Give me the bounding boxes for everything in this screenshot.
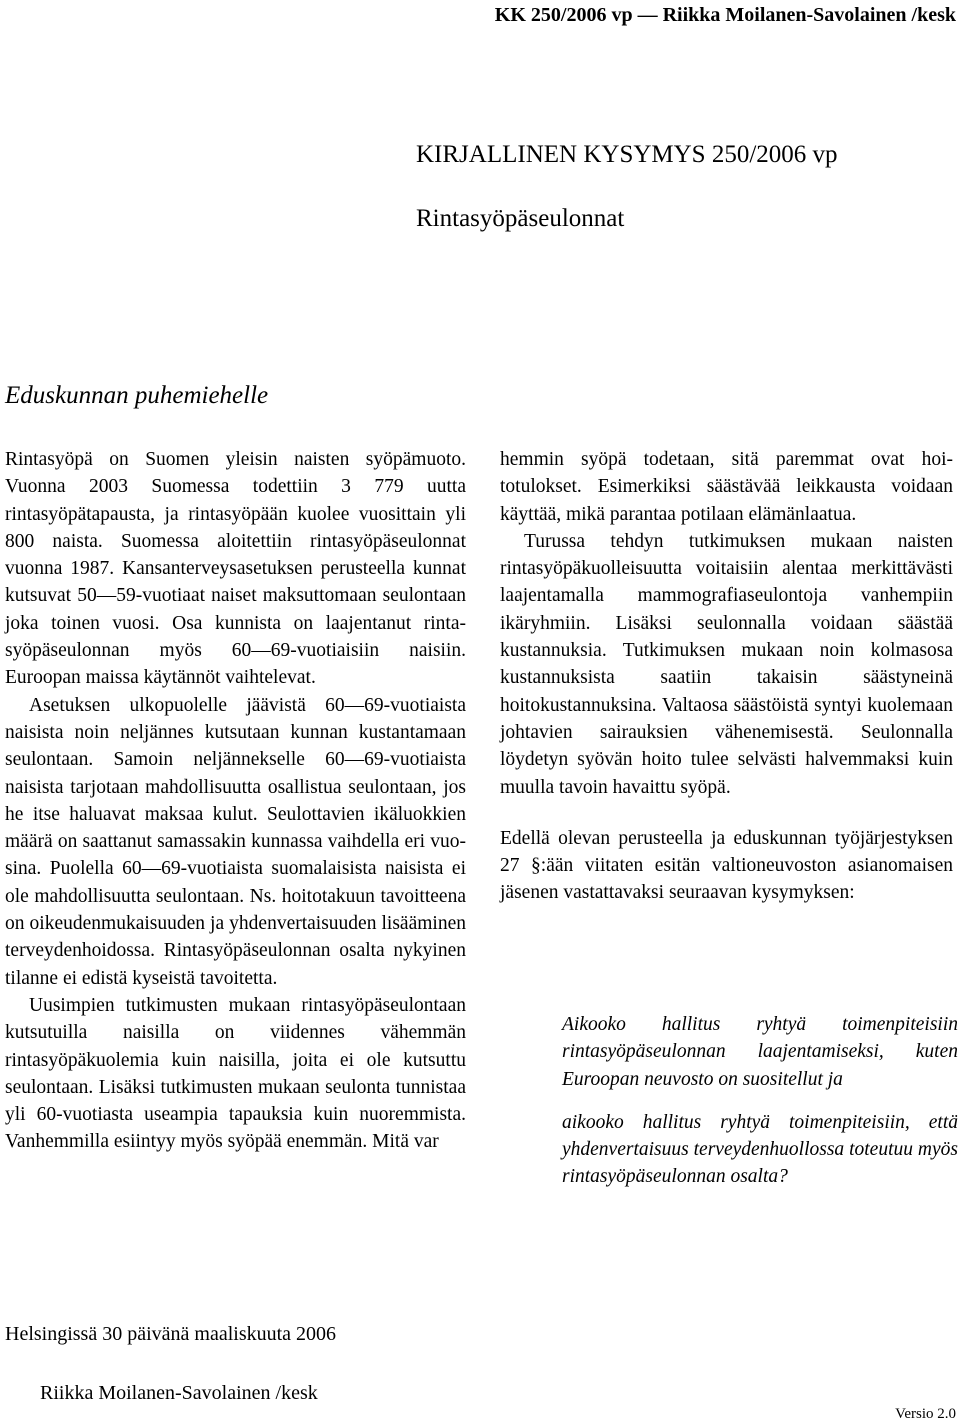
body-paragraph: Rintasyöpä on Suomen yleisin naisten syöpämuoto. Vuonna 2003 Suomessa todettiin 3 779 uutta rintasyöpätapausta, ja rintasyöpään kuolee vuosittain yli 800 naista. Suomessa aloitettiin rintasyöpäseulonnat vuonna 1987. Kansanterveysasetuksen perusteella kunnat kutsuvat 50—59-vuotiaat naiset maksuttomaan seulontaan joka toinen vuosi. Osa kunnista on laajentanut rintasyöpäseulonnan myös 60—69-vuotiaisiin naisiin. Euroopan maissa käytännöt vaihtelevat. <box>5 449 466 689</box>
body-paragraph: Edellä olevan perusteella ja eduskunnan työjärjestyksen 27 §:ään viitaten esitän valtioneuvoston asianomaisen jäsenen vastattavaksi seuraavan kysymyksen: <box>500 827 953 904</box>
right-column <box>500 446 953 907</box>
question: aikooko hallitus ryhtyä toimenpiteisiin, että yhdenvertaisuus terveydenhuollossa toteutuu myös rintasyöpäseulonnan osalta? <box>562 1111 958 1188</box>
addressee: Eduskunnan puhemiehelle <box>5 382 269 409</box>
body-paragraph: hemmin syöpä todetaan, sitä paremmat ovat hoitotulokset. Esimerkiksi säästävää leikkausta voidaan käyttää, mikä parantaa potilaan elämänlaatua. <box>500 449 953 525</box>
document-type-title: KIRJALLINEN KYSYMYS 250/2006 vp <box>416 141 838 168</box>
version-label: Versio 2.0 <box>895 1406 956 1422</box>
question: Aikooko hallitus ryhtyä toimenpiteisiin rintasyöpäseulonnan laajentamiseksi, kuten Euroopan neuvosto on suositellut ja <box>562 1014 958 1090</box>
questions-block <box>562 1011 958 1191</box>
body-paragraph: Asetuksen ulkopuolelle jäävistä 60—69-vuotiaista naisista noin neljännes kutsutaan kunnan kustantamaan seulontaan. Samoin neljännekselle 60—69-vuotiaista naisista tarjotaan mahdollisuutta osallistua seulontaan, jos he itse haluavat maksaa kulut. Seulottavien ikäluokkien määrä on saattanut samassakin kunnassa vaihdella eri vuosina. Puolella 60—69-vuotiaista suomalaisista naisista ei ole mahdollisuutta seulontaan. Ns. hoitotakuun tavoitteena on oikeudenmukaisuuden ja yhdenvertaisuuden lisääminen terveydenhoidossa. Rintasyöpäseulonnan osalta nykyinen tilanne ei edistä kyseistä tavoitetta. <box>5 694 466 989</box>
left-column <box>5 446 466 1156</box>
document-subject: Rintasyöpäseulonnat <box>416 205 625 232</box>
document-header: KK 250/2006 vp — Riikka Moilanen-Savolainen /kesk <box>494 4 956 26</box>
signer-name: Riikka Moilanen-Savolainen /kesk <box>40 1382 318 1404</box>
body-paragraph: Turussa tehdyn tutkimuksen mukaan naisten rintasyöpäkuolleisuutta voitaisiin alentaa merkittävästi laajentamalla mammografiaseulontoja vanhempiin ikäryhmiin. Lisäksi seulonnalla voidaan säästää kustannuksia. Tutkimuksen mukaan noin kolmasosa kustannuksista saatiin takaisin säästyneinä hoitokustannuksina. Valtaosa säästöistä syntyi kuolemaan johtavien sairauksien vähenemisestä. Seulonnalla löydetyn syövän hoito tulee selvästi halvemmaksi kuin muulla tavoin havaittu syöpä. <box>500 530 953 798</box>
place-date: Helsingissä 30 päivänä maaliskuuta 2006 <box>5 1323 337 1345</box>
body-paragraph: Uusimpien tutkimusten mukaan rintasyöpäseulontaan kutsutuilla naisilla on viidennes vähemmän rintasyöpäkuolemia kuin naisilla, joita ei ole kutsuttu seulontaan. Lisäksi tutkimusten mukaan seulonta tunnistaa yli 60-vuotiasta useampia tapauksia kuin nuoremmista. Vanhemmilla esiintyy myös syöpää enemmän. Mitä var <box>5 994 466 1153</box>
